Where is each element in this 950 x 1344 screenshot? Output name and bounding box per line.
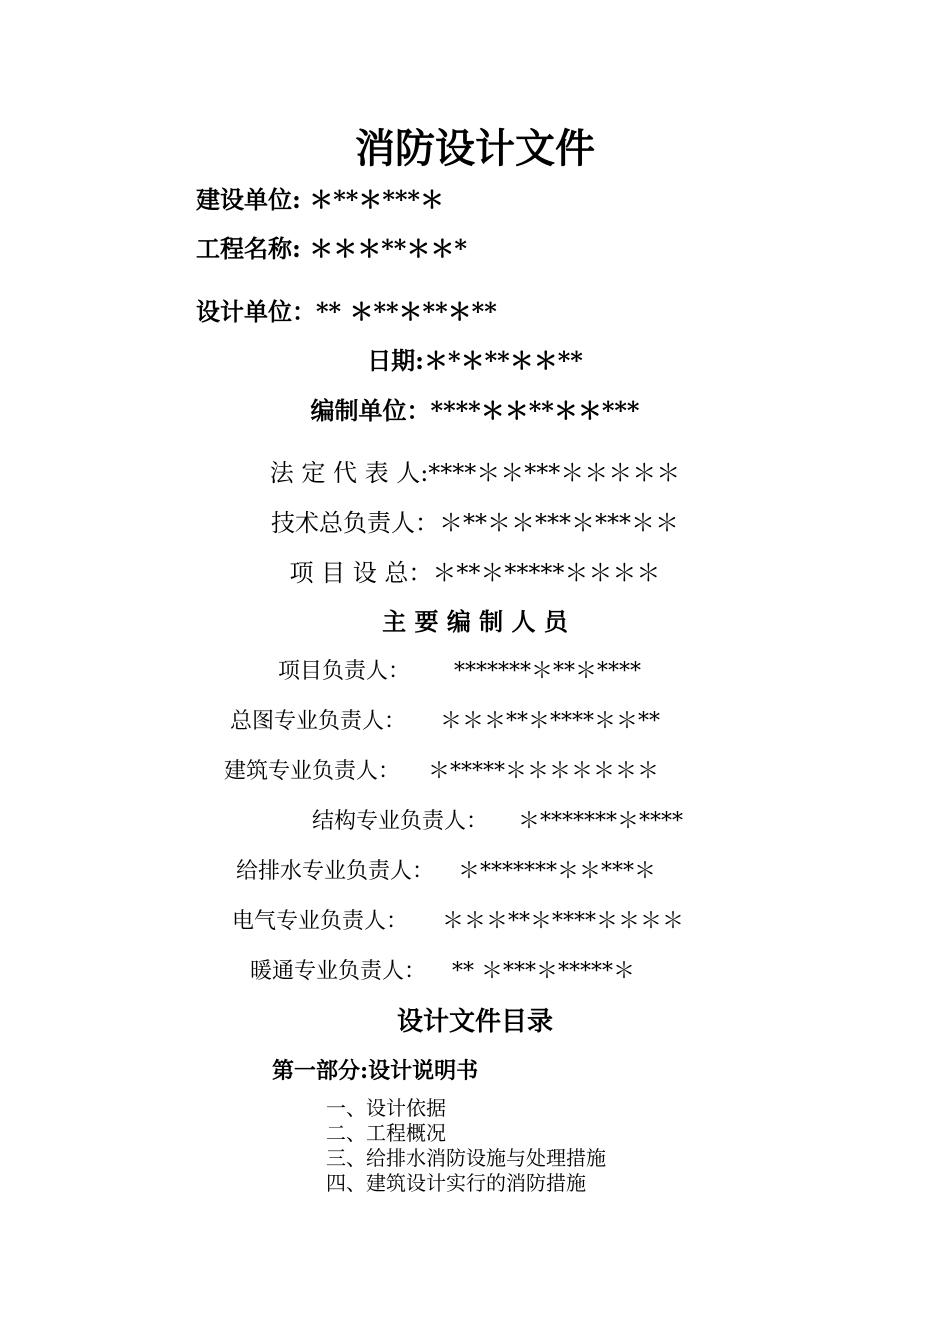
- staff-value: ＊*******＊＊***＊: [458, 859, 657, 884]
- design-unit: 设计单位：** ＊**＊**＊**: [196, 297, 497, 326]
- document-title: 消防设计文件: [355, 125, 595, 172]
- staff-value: ** ＊***＊*****＊: [452, 959, 636, 984]
- staff-label: 暖通专业负责人：: [250, 959, 427, 984]
- staff-row: [236, 861, 656, 883]
- staff-row: [250, 961, 635, 983]
- staff-value: *******＊**＊****: [454, 659, 642, 684]
- staff-row: [312, 811, 683, 833]
- staff-label: 给排水专业负责人：: [236, 859, 435, 884]
- part-one-heading: 第一部分:设计说明书: [272, 1058, 479, 1084]
- date: 日期:＊*＊**＊＊**: [367, 346, 583, 375]
- toc-item: 一、设计依据: [326, 1096, 446, 1120]
- legal-representative: 法 定 代 表 人:****＊＊***＊＊＊＊＊: [269, 459, 681, 487]
- staff-label: 建筑专业负责人：: [224, 759, 401, 784]
- compile-unit: 编制单位：****＊＊**＊＊***: [310, 396, 640, 425]
- staff-heading: 主 要 编 制 人 员: [382, 607, 568, 636]
- staff-value: ＊＊＊**＊****＊＊**: [440, 709, 661, 734]
- construction-unit: 建设单位: ＊**＊***＊: [196, 185, 444, 214]
- staff-row: [224, 761, 659, 783]
- staff-row: [232, 911, 684, 933]
- staff-label: 结构专业负责人：: [312, 809, 489, 834]
- staff-value: ＊*****＊＊＊＊＊＊＊: [428, 759, 660, 784]
- staff-label: 总图专业负责人：: [230, 709, 407, 734]
- project-name: 工程名称: ＊＊＊**＊＊*: [196, 234, 467, 263]
- staff-row: [230, 711, 660, 733]
- staff-value: ＊*******＊****: [518, 809, 684, 834]
- staff-label: 项目负责人：: [278, 659, 411, 684]
- staff-label: 电气专业负责人：: [232, 909, 409, 934]
- toc-item: 三、给排水消防设施与处理措施: [326, 1146, 606, 1170]
- technical-chief: 技术总负责人：＊**＊＊***＊***＊＊: [271, 509, 679, 537]
- toc-item: 二、工程概况: [326, 1121, 446, 1145]
- staff-row: [278, 661, 641, 683]
- toc-item: 四、建筑设计实行的消防措施: [326, 1171, 586, 1195]
- toc-heading: 设计文件目录: [396, 1007, 553, 1037]
- staff-value: ＊＊＊**＊****＊＊＊＊: [442, 909, 685, 934]
- project-chief: 项 目 设 总：＊**＊*****＊＊＊＊: [289, 559, 661, 587]
